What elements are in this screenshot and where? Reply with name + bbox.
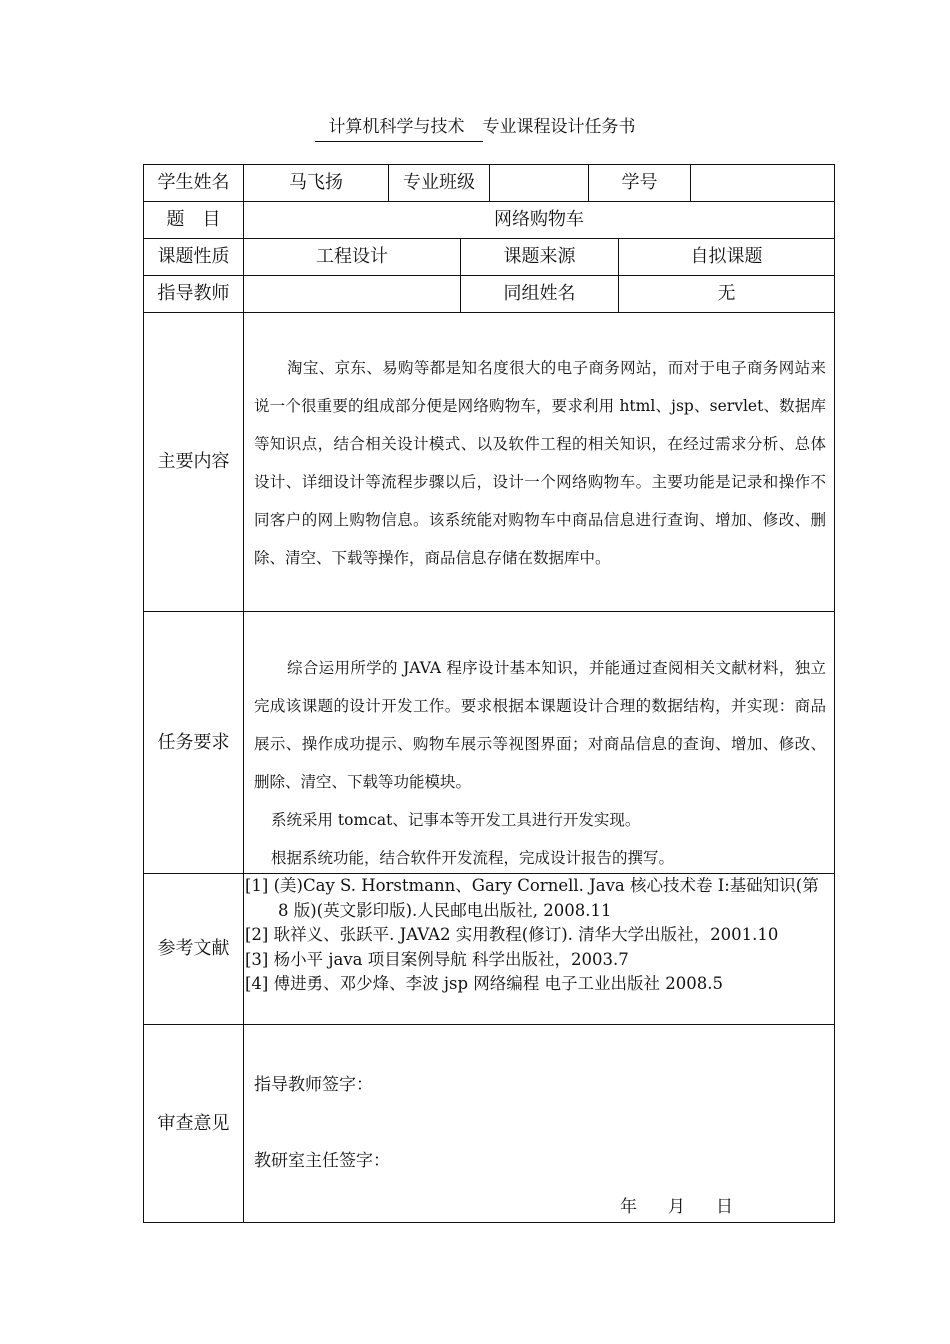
nature-value: 工程设计 [316,246,388,267]
topic-value: 网络购物车 [494,209,584,230]
title-suffix: 专业课程设计任务书 [482,117,636,137]
reference-item: [3] 杨小平 java 项目案例导航 科学出版社，2003.7 [245,949,629,969]
refs-label: 参考文献 [157,938,230,959]
page-title [0,113,950,142]
date-day: 日 [716,1197,733,1217]
task-paragraph-3: 根据系统功能，结合软件开发流程，完成设计报告的撰写。 [271,849,675,867]
task-paragraph-2: 系统采用 tomcat、记事本等开发工具进行开发实现。 [271,811,641,829]
group-label: 同组姓名 [503,283,576,304]
class-value [490,165,588,201]
source-value: 自拟课题 [690,246,763,267]
advisor-value [244,276,460,312]
main-content [254,349,826,577]
reference-list [245,874,830,997]
task-requirements [254,649,826,877]
advisor-signature-label: 指导教师签字： [254,1075,373,1095]
student-name: 马飞扬 [289,172,343,193]
task-label: 任务要求 [157,731,230,753]
reference-item: [1] (美)Cay S. Horstmann、Gary Cornell. Java 核心技术卷 I:基础知识(第 [245,876,819,895]
student-name-label: 学生姓名 [157,172,230,193]
major-name: 计算机科学与技术 [315,113,483,142]
source-label: 课题来源 [503,246,576,267]
date-year: 年 [620,1197,637,1217]
director-signature-label: 教研室主任签字： [254,1151,390,1171]
nature-label: 课题性质 [157,246,230,267]
student-id [691,165,834,201]
reference-item-continued: 8 版)(英文影印版).人民邮电出版社, 2008.11 [278,900,612,920]
group-value: 无 [717,283,736,304]
date-month: 月 [668,1197,685,1217]
student-id-label: 学号 [621,172,658,193]
topic-label: 题 目 [166,209,221,230]
task-paragraph-1: 综合运用所学的 JAVA 程序设计基本知识，并能通过查阅相关文献材料，独立完成该课题的设计开发工作。要求根据本课题设计合理的数据结构，并实现：商品展示、操作成功提示、购物车展示等视图界面；对商品信息的查询、增加、修改、删除、清空、下载等功能模块。 [254,659,826,791]
class-label: 专业班级 [403,172,475,193]
reference-item: [2] 耿祥义、张跃平. JAVA2 实用教程(修订). 清华大学出版社，2001.10 [245,925,779,944]
content-paragraph: 淘宝、京东、易购等都是知名度很大的电子商务网站，而对于电子商务网站来说一个很重要的组成部分便是网络购物车，要求利用 html、jsp、servlet、数据库等知识点，结合相关设计模式、以及软件工程的相关知识，在经过需求分析、总体设计、详细设计等流程步骤以后，设计一个网络购物车。主要功能是记录和操作不同客户的网上购物信息。该系统能对购物车中商品信息进行查询、增加、修改、删除、清空、下载等操作，商品信息存储在数据库中。 [254,359,826,567]
review-label: 审查意见 [157,1112,230,1134]
advisor-label: 指导教师 [157,283,230,304]
reference-item: [4] 傅进勇、邓少烽、李波 jsp 网络编程 电子工业出版社 2008.5 [245,974,723,993]
content-label: 主要内容 [157,451,230,472]
